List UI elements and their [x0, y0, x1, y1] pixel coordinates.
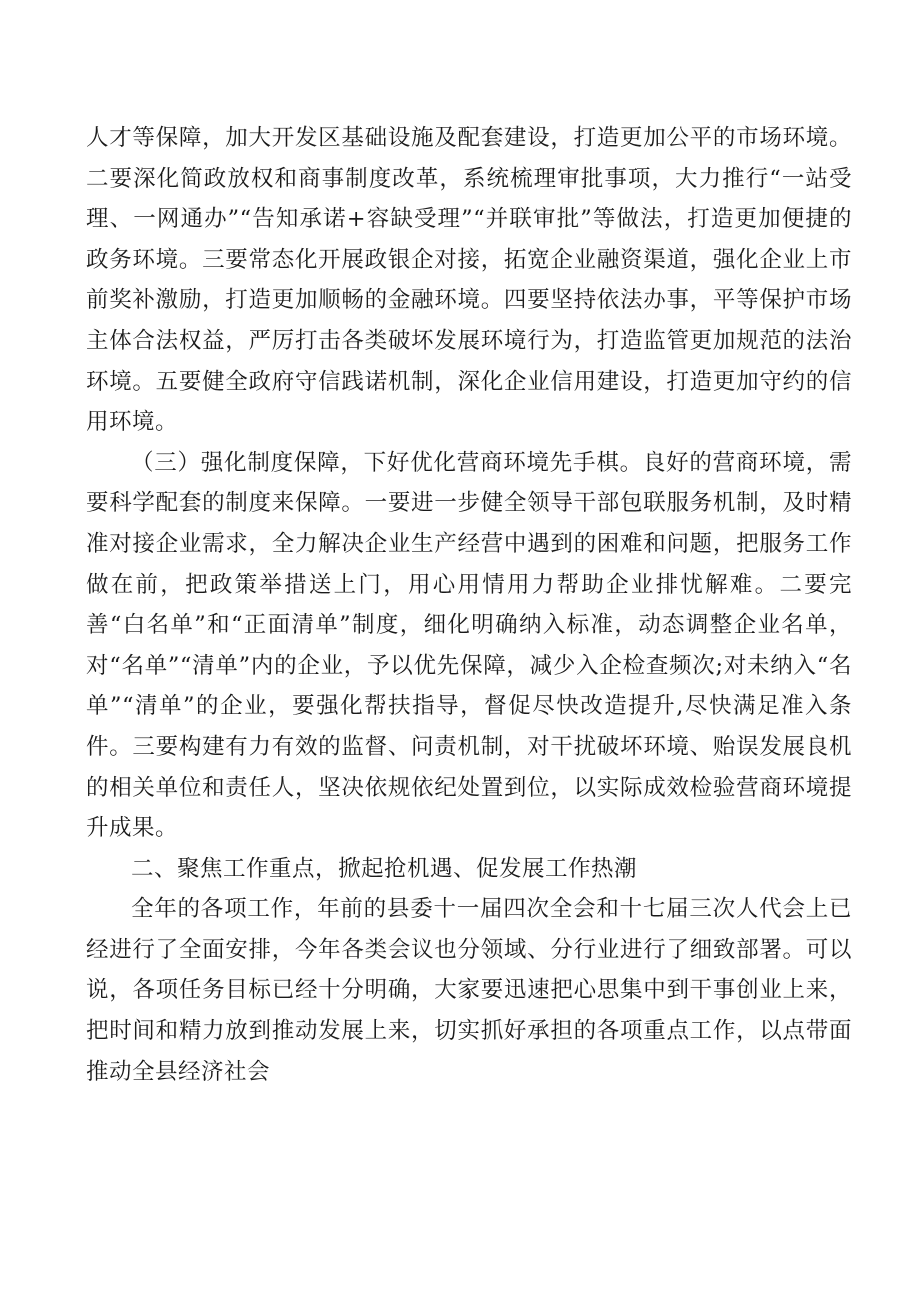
paragraph-annual-work: 全年的各项工作，年前的县委十一届四次全会和十七届三次人代会上已经进行了全面安排，今年各类会议也分领域、分行业进行了细致部署。可以说，各项任务目标已经十分明确，大家要迅速把心思集中到干事创业上来，把时间和精力放到推动发展上来，切实抓好承担的各项重点工作，以点带面推动全县经济社会 — [86, 896, 852, 1085]
paragraph-business-environment-continued: 人才等保障，加大开发区基础设施及配套建设，打造更加公平的市场环境。二要深化简政放权和商事制度改革，系统梳理审批事项，大力推行“一站受理、一网通办”“告知承诺+容缺受理”“并联审批”等做法，打造更加便捷的政务环境。三要常态化开展政银企对接，拓宽企业融资渠道，强化企业上市前奖补激励，打造更加顺畅的金融环境。四要坚持依法办事，平等保护市场主体合法权益，严厉打击各类破坏发展环境行为，打造监管更加规范的法治环境。五要健全政府守信践诺机制，深化企业信用建设，打造更加守约的信用环境。 — [86, 125, 852, 436]
paragraph-system-guarantee: （三）强化制度保障，下好优化营商环境先手棋。良好的营商环境，需要科学配套的制度来保障。一要进一步健全领导干部包联服务机制，及时精准对接企业需求，全力解决企业生产经营中遇到的困难和问题，把服务工作做在前，把政策举措送上门，用心用情用力帮助企业排忧解难。二要完善“白名单”和“正面清单”制度，细化明确纳入标准，动态调整企业名单，对“名单”“清单”内的企业，予以优先保障，减少入企检查频次;对未纳入“名单”“清单”的企业，要强化帮扶指导，督促尽快改造提升,尽快满足准入条件。三要构建有力有效的监督、问责机制，对干扰破坏环境、贻误发展良机的相关单位和责任人，坚决依规依纪处置到位，以实际成效检验营商环境提升成果。 — [86, 449, 852, 842]
section-heading-work-focus: 二、聚焦工作重点，掀起抢机遇、促发展工作热潮 — [131, 855, 638, 882]
document-body — [86, 118, 852, 1092]
